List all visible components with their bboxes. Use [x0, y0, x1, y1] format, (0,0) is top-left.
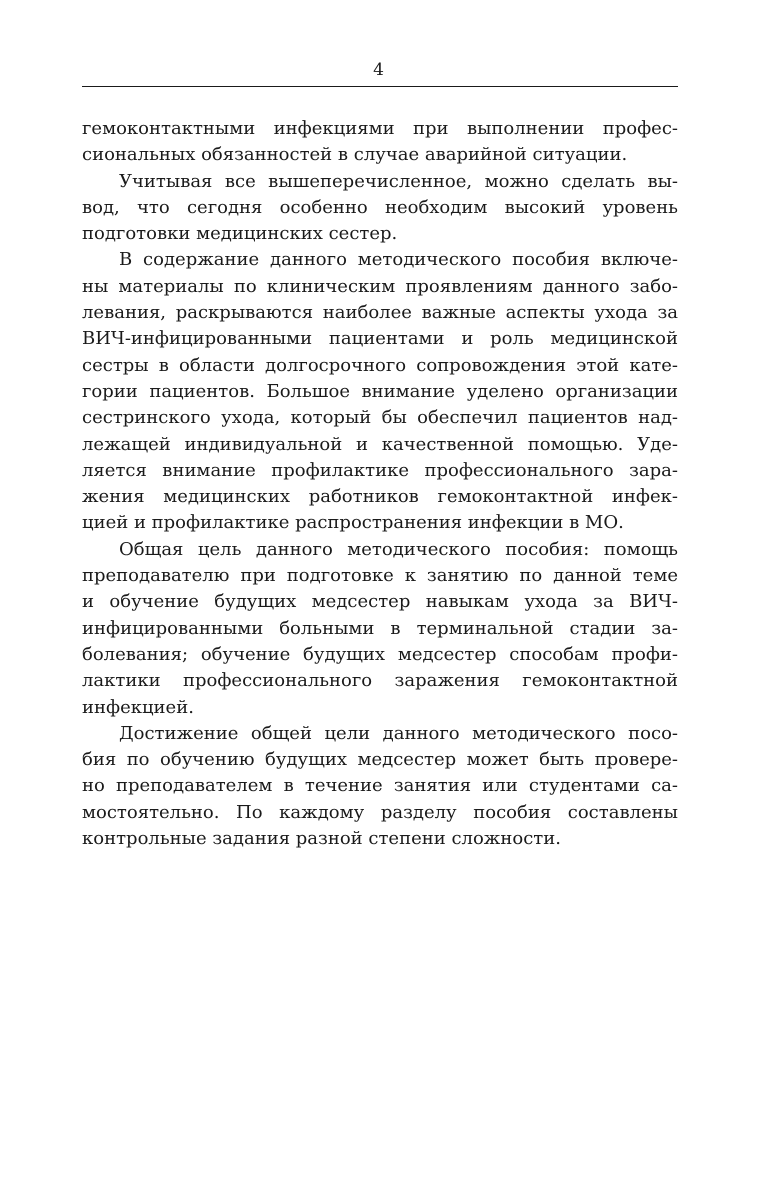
text-line: бия по обучению будущих медсестер может быть провере-	[82, 749, 678, 771]
text-line: болевания; обучение будущих медсестер способам профи-	[82, 643, 678, 665]
text-line: сестринского ухода, который бы обеспечил пациентов над-	[82, 407, 678, 429]
text-line: гории пациентов. Большое внимание уделено организации	[82, 380, 678, 402]
text-line: левания, раскрываются наиболее важные аспекты ухода за	[82, 302, 678, 324]
header-rule	[82, 86, 678, 87]
paragraph	[82, 721, 678, 852]
page-number: 4	[373, 60, 384, 80]
text-line: жения медицинских работников гемоконтактной инфек-	[82, 486, 678, 508]
text-line: ны материалы по клиническим проявлениям данного забо-	[82, 275, 678, 297]
text-line: цией и профилактике распространения инфекции в МО.	[82, 512, 624, 534]
text-line: и обучение будущих медсестер навыкам ухода за ВИЧ-	[82, 591, 678, 613]
text-line: Общая цель данного методического пособия: помощь	[119, 538, 678, 560]
text-line: но преподавателем в течение занятия или студентами са-	[82, 775, 678, 797]
text-line: ВИЧ-инфицированными пациентами и роль медицинской	[82, 328, 678, 350]
paragraph	[82, 116, 678, 169]
text-line: контрольные задания разной степени сложности.	[82, 828, 561, 850]
paragraph	[82, 247, 678, 536]
text-line: ляется внимание профилактике профессионального зара-	[82, 459, 678, 481]
text-line: В содержание данного методического пособия включе-	[119, 249, 678, 271]
text-line: подготовки медицинских сестер.	[82, 223, 398, 245]
text-line: сестры в области долгосрочного сопровождения этой кате-	[82, 354, 678, 376]
text-line: лежащей индивидуальной и качественной помощью. Уде-	[82, 433, 678, 455]
text-line: инфекцией.	[82, 696, 194, 718]
text-line: инфицированными больными в терминальной стадии за-	[82, 617, 678, 639]
text-line: Учитывая все вышеперечисленное, можно сделать вы-	[119, 170, 678, 192]
text-line: мостоятельно. По каждому разделу пособия составлены	[82, 801, 678, 823]
text-line: сиональных обязанностей в случае аварийной ситуации.	[82, 144, 628, 166]
body-text	[82, 116, 678, 852]
paragraph	[82, 537, 678, 721]
text-line: лактики профессионального заражения гемоконтактной	[82, 670, 678, 692]
text-line: Достижение общей цели данного методического посо-	[119, 722, 678, 744]
text-line: гемоконтактными инфекциями при выполнении профес-	[82, 118, 678, 139]
text-line: преподавателю при подготовке к занятию по данной теме	[82, 565, 678, 587]
text-line: вод, что сегодня особенно необходим высокий уровень	[82, 196, 678, 218]
paragraph	[82, 169, 678, 248]
